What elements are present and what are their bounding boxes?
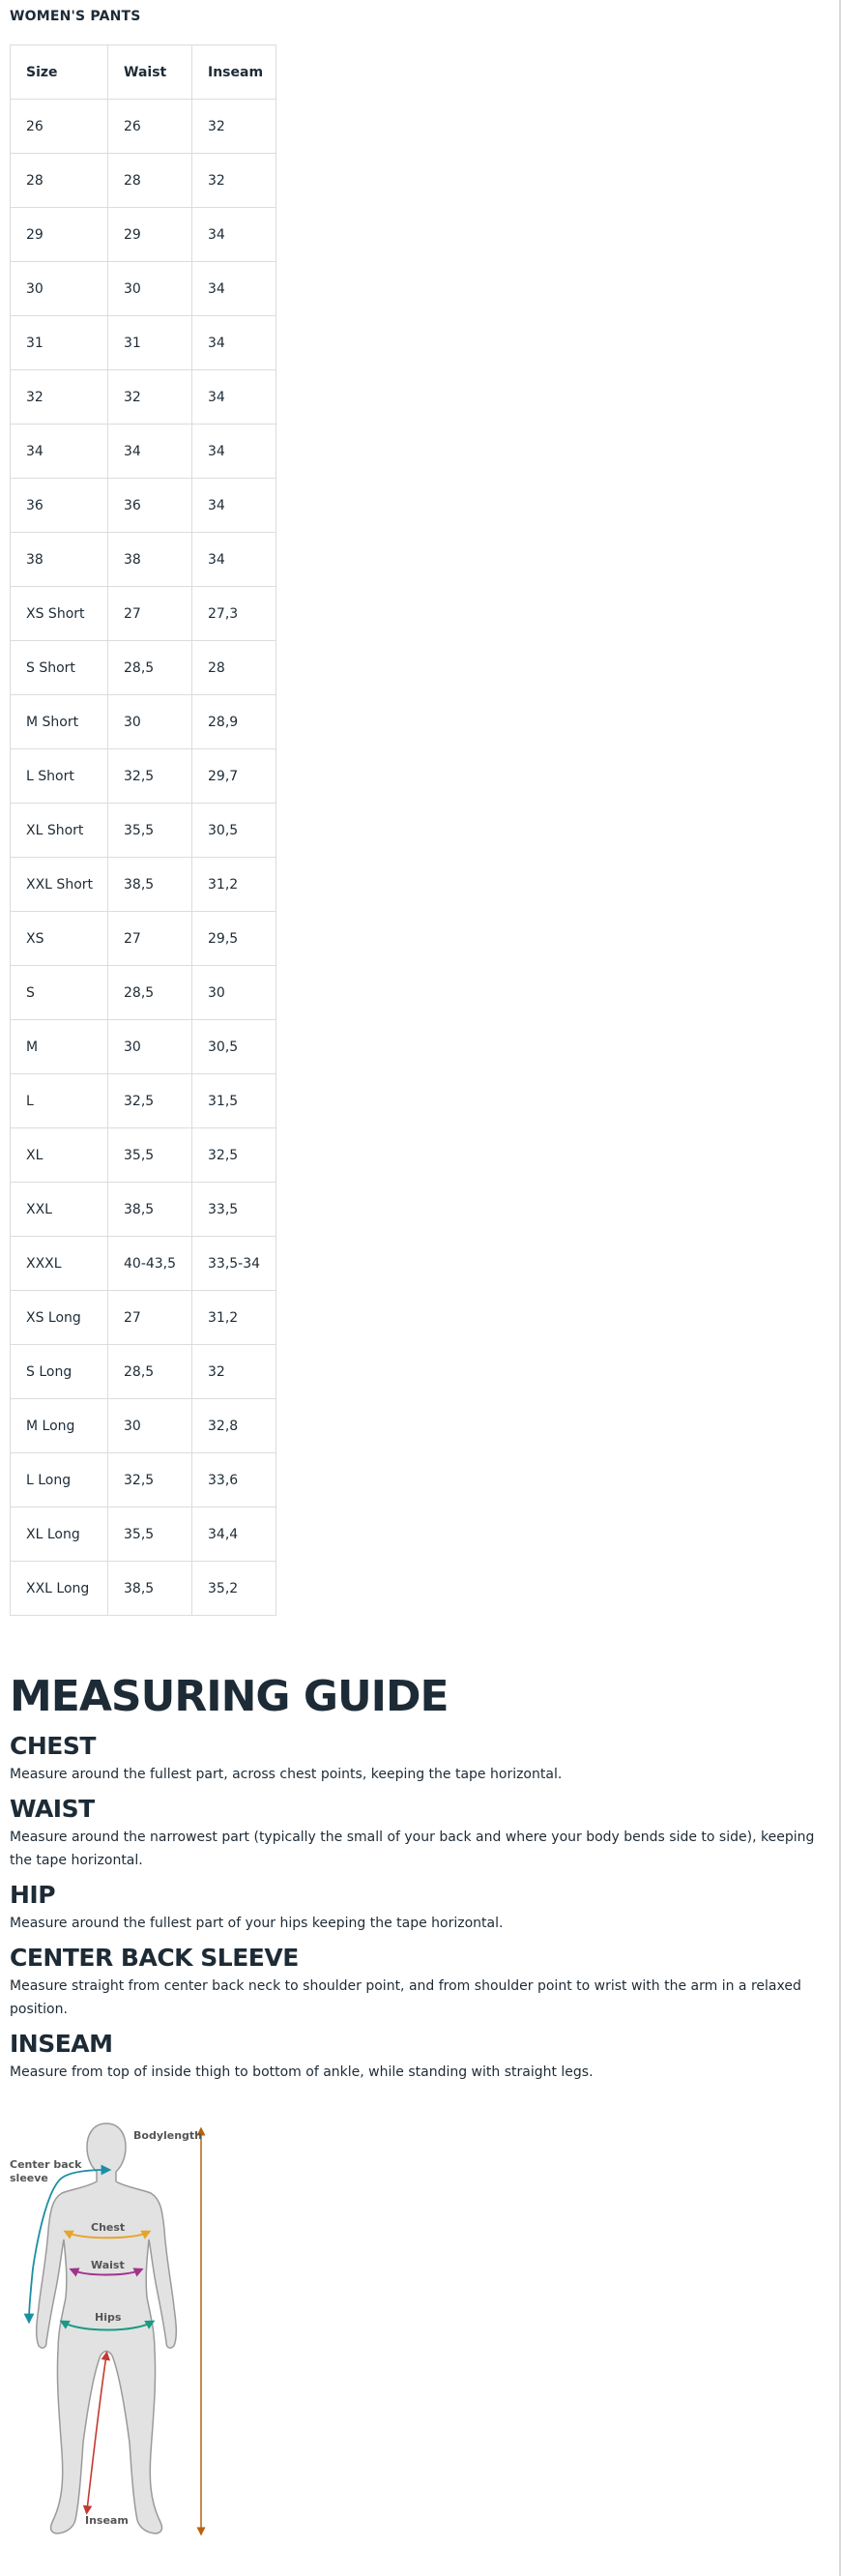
cell-size: L Short [11,749,108,804]
cell-inseam: 29,5 [192,912,276,966]
cell-waist: 27 [108,587,192,641]
cell-size: L Long [11,1453,108,1508]
header-size: Size [11,45,108,100]
table-row [11,1183,276,1237]
table-row [11,695,276,749]
body-silhouette [37,2123,177,2533]
cell-waist: 38,5 [108,858,192,912]
cell-waist: 38,5 [108,1183,192,1237]
table-row [11,1562,276,1616]
label-hips: Hips [95,2311,122,2324]
cell-inseam: 34 [192,316,276,370]
cell-waist: 30 [108,262,192,316]
table-row [11,208,276,262]
cell-inseam: 34 [192,533,276,587]
cell-inseam: 28,9 [192,695,276,749]
guide-section [10,1882,826,1935]
cell-inseam: 34 [192,370,276,424]
cell-size: 36 [11,479,108,533]
cell-inseam: 32,8 [192,1399,276,1453]
measuring-guide [10,1673,826,2093]
guide-section [10,1945,826,2021]
label-sleeve-line1: Center back [10,2158,82,2171]
cell-size: 26 [11,100,108,154]
table-row [11,533,276,587]
cell-inseam: 29,7 [192,749,276,804]
table-row [11,479,276,533]
cell-waist: 32,5 [108,1453,192,1508]
table-row [11,1453,276,1508]
cell-size: S [11,966,108,1020]
cell-inseam: 28 [192,641,276,695]
cell-inseam: 32 [192,154,276,208]
cell-inseam: 34 [192,424,276,479]
cell-size: XS Long [11,1291,108,1345]
table-row [11,1020,276,1074]
table-row [11,641,276,695]
section-text: Measure around the fullest part, across chest points, keeping the tape horizontal. [10,1767,563,1782]
cell-size: XL Short [11,804,108,858]
cell-waist: 35,5 [108,1508,192,1562]
table-row [11,262,276,316]
cell-size: M Long [11,1399,108,1453]
cell-inseam: 31,2 [192,1291,276,1345]
table-title: WOMEN'S PANTS [10,9,141,24]
table-row [11,1399,276,1453]
cell-inseam: 34,4 [192,1508,276,1562]
cell-size: S Short [11,641,108,695]
section-text: Measure around the narrowest part (typically the small of your back and where your body bends side to side), keeping the tape horizontal. [10,1830,815,1868]
guide-section [10,1733,826,1786]
cell-waist: 28,5 [108,641,192,695]
cell-waist: 34 [108,424,192,479]
cell-inseam: 31,2 [192,858,276,912]
cell-inseam: 34 [192,262,276,316]
cell-waist: 26 [108,100,192,154]
section-text: Measure from top of inside thigh to bottom of ankle, while standing with straight legs. [10,2064,594,2080]
cell-size: XL Long [11,1508,108,1562]
section-heading: INSEAM [10,2030,113,2058]
label-chest: Chest [91,2221,126,2234]
cell-size: L [11,1074,108,1128]
table-row [11,1128,276,1183]
cell-inseam: 32 [192,1345,276,1399]
cell-size: XXL Short [11,858,108,912]
cell-waist: 36 [108,479,192,533]
cell-waist: 28,5 [108,1345,192,1399]
section-heading: CENTER BACK SLEEVE [10,1944,299,1972]
cell-inseam: 32,5 [192,1128,276,1183]
guide-title: MEASURING GUIDE [10,1672,449,1721]
cell-waist: 30 [108,1399,192,1453]
guide-sections [10,1733,826,2084]
cell-inseam: 33,5-34 [192,1237,276,1291]
cell-inseam: 35,2 [192,1562,276,1616]
cell-inseam: 33,5 [192,1183,276,1237]
cell-size: XXL [11,1183,108,1237]
cell-waist: 35,5 [108,804,192,858]
section-heading: HIP [10,1881,56,1909]
cell-inseam: 30,5 [192,1020,276,1074]
cell-size: 34 [11,424,108,479]
cell-size: XS [11,912,108,966]
guide-section [10,2031,826,2084]
section-heading: WAIST [10,1795,95,1823]
cell-size: 28 [11,154,108,208]
label-sleeve-line2: sleeve [10,2172,48,2184]
cell-size: 29 [11,208,108,262]
cell-size: 38 [11,533,108,587]
table-header-row [11,45,276,100]
table-row [11,858,276,912]
table-row [11,804,276,858]
cell-inseam: 27,3 [192,587,276,641]
cell-waist: 32 [108,370,192,424]
table-row [11,1074,276,1128]
section-text: Measure straight from center back neck to shoulder point, and from shoulder point to wrist with the arm in a relaxed position. [10,1978,801,2017]
table-row [11,424,276,479]
cell-size: XL [11,1128,108,1183]
cell-inseam: 32 [192,100,276,154]
label-inseam: Inseam [85,2514,129,2527]
measurement-diagram [0,2114,222,2539]
cell-inseam: 30,5 [192,804,276,858]
table-row [11,154,276,208]
cell-waist: 28 [108,154,192,208]
table-row [11,316,276,370]
cell-size: 31 [11,316,108,370]
cell-waist: 30 [108,695,192,749]
header-inseam: Inseam [192,45,276,100]
cell-size: XXXL [11,1237,108,1291]
table-row [11,912,276,966]
table-row [11,1345,276,1399]
cell-waist: 38 [108,533,192,587]
table-row [11,1237,276,1291]
label-waist: Waist [91,2259,125,2271]
cell-waist: 29 [108,208,192,262]
cell-size: XS Short [11,587,108,641]
cell-inseam: 34 [192,208,276,262]
cell-waist: 31 [108,316,192,370]
size-table [10,44,276,1616]
cell-size: M [11,1020,108,1074]
cell-waist: 38,5 [108,1562,192,1616]
cell-waist: 32,5 [108,749,192,804]
cell-inseam: 33,6 [192,1453,276,1508]
guide-section [10,1796,826,1872]
header-waist: Waist [108,45,192,100]
cell-waist: 30 [108,1020,192,1074]
table-row [11,587,276,641]
cell-waist: 27 [108,912,192,966]
cell-size: M Short [11,695,108,749]
table-row [11,100,276,154]
section-text: Measure around the fullest part of your hips keeping the tape horizontal. [10,1916,504,1931]
cell-inseam: 31,5 [192,1074,276,1128]
table-row [11,966,276,1020]
table-row [11,370,276,424]
cell-waist: 35,5 [108,1128,192,1183]
body-figure-svg [0,2114,222,2539]
section-heading: CHEST [10,1732,96,1760]
cell-inseam: 30 [192,966,276,1020]
cell-size: 32 [11,370,108,424]
cell-size: 30 [11,262,108,316]
label-bodylength: Bodylength [133,2129,203,2142]
table-row [11,1291,276,1345]
cell-waist: 40-43,5 [108,1237,192,1291]
cell-waist: 28,5 [108,966,192,1020]
cell-size: XXL Long [11,1562,108,1616]
cell-inseam: 34 [192,479,276,533]
cell-size: S Long [11,1345,108,1399]
table-row [11,1508,276,1562]
table-row [11,749,276,804]
table-body [11,100,276,1616]
cell-waist: 27 [108,1291,192,1345]
cell-waist: 32,5 [108,1074,192,1128]
